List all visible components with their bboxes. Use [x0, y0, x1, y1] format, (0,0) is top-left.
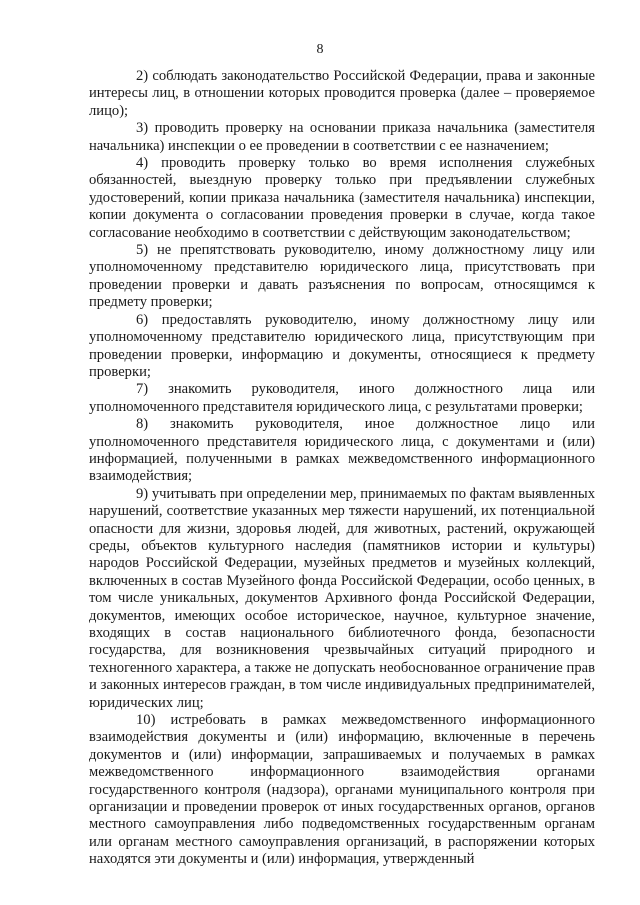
- document-body: [89, 68, 595, 869]
- paragraph-item-10: 10) истребовать в рамках межведомственного информационного взаимодействия документы и (или) информацию, включенные в перечень документов и (или) информации, запрашиваемых и получаемых в рамках межведомственного информационного взаимодействия органами государственного контроля (надзора), органами муниципального контроля при организации и проведении проверок от иных государственных органов, органов местного самоуправления либо подведомственных государственным органам или органам местного самоуправления организаций, в распоряжении которых находятся эти документы и (или) информация, утвержденный: [89, 712, 595, 868]
- paragraph-item-9: 9) учитывать при определении мер, принимаемых по фактам выявленных нарушений, соответствие указанных мер тяжести нарушений, их потенциальной опасности для жизни, здоровья людей, для животных, растений, окружающей среды, объектов культурного наследия (памятников истории и культуры) народов Российской Федерации, музейных предметов и музейных коллекций, включенных в состав Музейного фонда Российской Федерации, особо ценных, в том числе уникальных, документов Архивного фонда Российской Федерации, документов, имеющих особое историческое, научное, культурное значение, входящих в состав национального библиотечного фонда, безопасности государства, для возникновения чрезвычайных ситуаций природного и техногенного характера, а также не допускать необоснованное ограничение прав и законных интересов граждан, в том числе индивидуальных предпринимателей, юридических лиц;: [89, 485, 595, 711]
- paragraph-item-3: 3) проводить проверку на основании приказа начальника (заместителя начальника) инспекции о ее проведении в соответствии с ее назначением;: [89, 120, 595, 154]
- paragraph-item-5: 5) не препятствовать руководителю, иному должностному лицу или уполномоченному представителю юридического лица, присутствовать при проведении проверки и давать разъяснения по вопросам, относящимся к предмету проверки;: [89, 242, 595, 311]
- paragraph-item-7: 7) знакомить руководителя, иного должностного лица или уполномоченного представителя юридического лица, с результатами проверки;: [89, 381, 595, 415]
- page-number: 8: [316, 42, 324, 57]
- paragraph-item-4: 4) проводить проверку только во время исполнения служебных обязанностей, выездную проверку только при предъявлении служебных удостоверений, копии приказа начальника (заместителя начальника) инспекции, копии документа о согласовании проведения проверки в случае, когда такое согласование необходимо в соответствии с действующим законодательством;: [89, 155, 595, 241]
- paragraph-item-8: 8) знакомить руководителя, иное должностное лицо или уполномоченного представителя юридического лица, с документами и (или) информацией, полученными в рамках межведомственного информационного взаимодействия;: [89, 416, 595, 485]
- paragraph-item-2: 2) соблюдать законодательство Российской Федерации, права и законные интересы лиц, в отношении которых проводится проверка (далее – проверяемое лицо);: [89, 68, 595, 119]
- paragraph-item-6: 6) предоставлять руководителю, иному должностному лицу или уполномоченному представителю юридического лица, присутствующим при проведении проверки, информацию и документы, относящиеся к предмету проверки;: [89, 311, 595, 380]
